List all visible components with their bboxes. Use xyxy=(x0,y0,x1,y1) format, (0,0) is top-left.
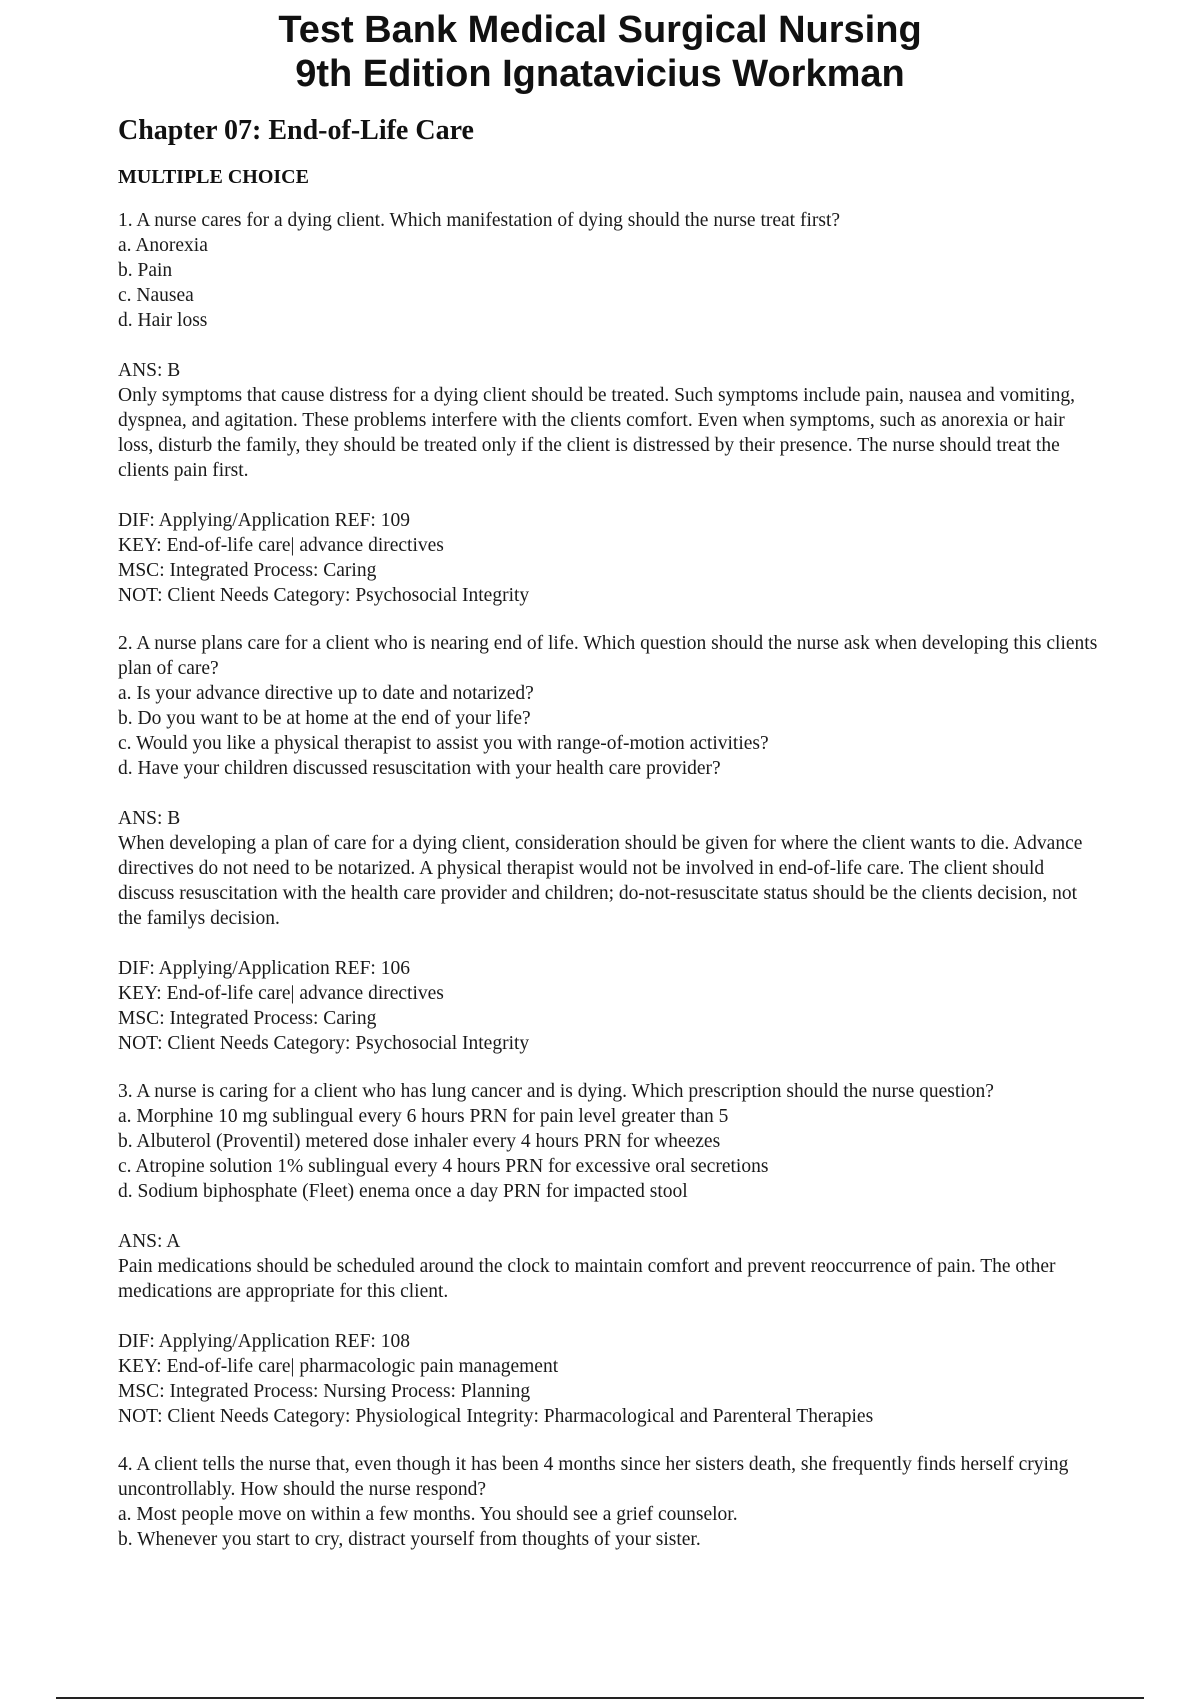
answer: ANS: A xyxy=(118,1231,181,1252)
client-needs: NOT: Client Needs Category: Physiological Integrity: Pharmacological and Parenteral Therapies xyxy=(118,1406,874,1427)
option-b: b. Pain xyxy=(118,260,173,281)
rationale: When developing a plan of care for a dying client, consideration should be given for where the client wants to die. Advance directives do not need to be notarized. A physical therapist would not be involved in end-of-life care. The client should discuss resuscitation with the health care provider and children; do-not-resuscitate status should be the clients decision, not the familys decision. xyxy=(118,833,1083,929)
title-line-1: Test Bank Medical Surgical Nursing xyxy=(278,9,922,51)
msc: MSC: Integrated Process: Nursing Process: Planning xyxy=(118,1381,531,1402)
answer: ANS: B xyxy=(118,360,181,381)
document-title xyxy=(0,8,1200,96)
chapter-heading: Chapter 07: End-of-Life Care xyxy=(118,115,474,146)
keywords: KEY: End-of-life care| advance directives xyxy=(118,535,444,556)
question-1 xyxy=(118,208,1098,608)
option-c: c. Nausea xyxy=(118,285,194,306)
option-b: b. Do you want to be at home at the end of your life? xyxy=(118,708,531,729)
question-3 xyxy=(118,1079,1098,1429)
question-4 xyxy=(118,1452,1098,1552)
option-d: d. Sodium biphosphate (Fleet) enema once a day PRN for impacted stool xyxy=(118,1181,688,1202)
title-line-2: 9th Edition Ignatavicius Workman xyxy=(295,53,905,95)
option-a: a. Is your advance directive up to date and notarized? xyxy=(118,683,534,704)
question-stem: 2. A nurse plans care for a client who is nearing end of life. Which question should the nurse ask when developing this clients plan of care? xyxy=(118,633,1098,679)
question-stem: 4. A client tells the nurse that, even though it has been 4 months since her sisters death, she frequently finds herself crying uncontrollably. How should the nurse respond? xyxy=(118,1454,1069,1500)
difficulty-ref: DIF: Applying/Application REF: 109 xyxy=(118,510,410,531)
question-stem: 1. A nurse cares for a dying client. Which manifestation of dying should the nurse treat first? xyxy=(118,210,841,231)
option-d: d. Hair loss xyxy=(118,310,208,331)
option-c: c. Would you like a physical therapist to assist you with range-of-motion activities? xyxy=(118,733,769,754)
client-needs: NOT: Client Needs Category: Psychosocial Integrity xyxy=(118,585,530,606)
keywords: KEY: End-of-life care| advance directives xyxy=(118,983,444,1004)
rationale: Only symptoms that cause distress for a dying client should be treated. Such symptoms include pain, nausea and vomiting, dyspnea, and agitation. These problems interfere with the clients comfort. Even when symptoms, such as anorexia or hair loss, disturb the family, they should be treated only if the client is distressed by their presence. The nurse should treat the clients pain first. xyxy=(118,385,1075,481)
rationale: Pain medications should be scheduled around the clock to maintain comfort and prevent reoccurrence of pain. The other medications are appropriate for this client. xyxy=(118,1256,1056,1302)
difficulty-ref: DIF: Applying/Application REF: 108 xyxy=(118,1331,410,1352)
document-body xyxy=(118,110,1098,1552)
option-c: c. Atropine solution 1% sublingual every 4 hours PRN for excessive oral secretions xyxy=(118,1156,769,1177)
option-b: b. Albuterol (Proventil) metered dose inhaler every 4 hours PRN for wheezes xyxy=(118,1131,721,1152)
section-label: MULTIPLE CHOICE xyxy=(118,166,309,188)
answer: ANS: B xyxy=(118,808,181,829)
option-a: a. Morphine 10 mg sublingual every 6 hours PRN for pain level greater than 5 xyxy=(118,1106,729,1127)
keywords: KEY: End-of-life care| pharmacologic pain management xyxy=(118,1356,559,1377)
question-2 xyxy=(118,631,1098,1056)
question-stem: 3. A nurse is caring for a client who has lung cancer and is dying. Which prescription should the nurse question? xyxy=(118,1081,994,1102)
client-needs: NOT: Client Needs Category: Psychosocial Integrity xyxy=(118,1033,530,1054)
option-a: a. Anorexia xyxy=(118,235,208,256)
option-d: d. Have your children discussed resuscitation with your health care provider? xyxy=(118,758,721,779)
option-b: b. Whenever you start to cry, distract yourself from thoughts of your sister. xyxy=(118,1529,701,1550)
option-a: a. Most people move on within a few months. You should see a grief counselor. xyxy=(118,1504,738,1525)
page-bottom-rule xyxy=(56,1697,1144,1699)
msc: MSC: Integrated Process: Caring xyxy=(118,1008,377,1029)
msc: MSC: Integrated Process: Caring xyxy=(118,560,377,581)
difficulty-ref: DIF: Applying/Application REF: 106 xyxy=(118,958,410,979)
